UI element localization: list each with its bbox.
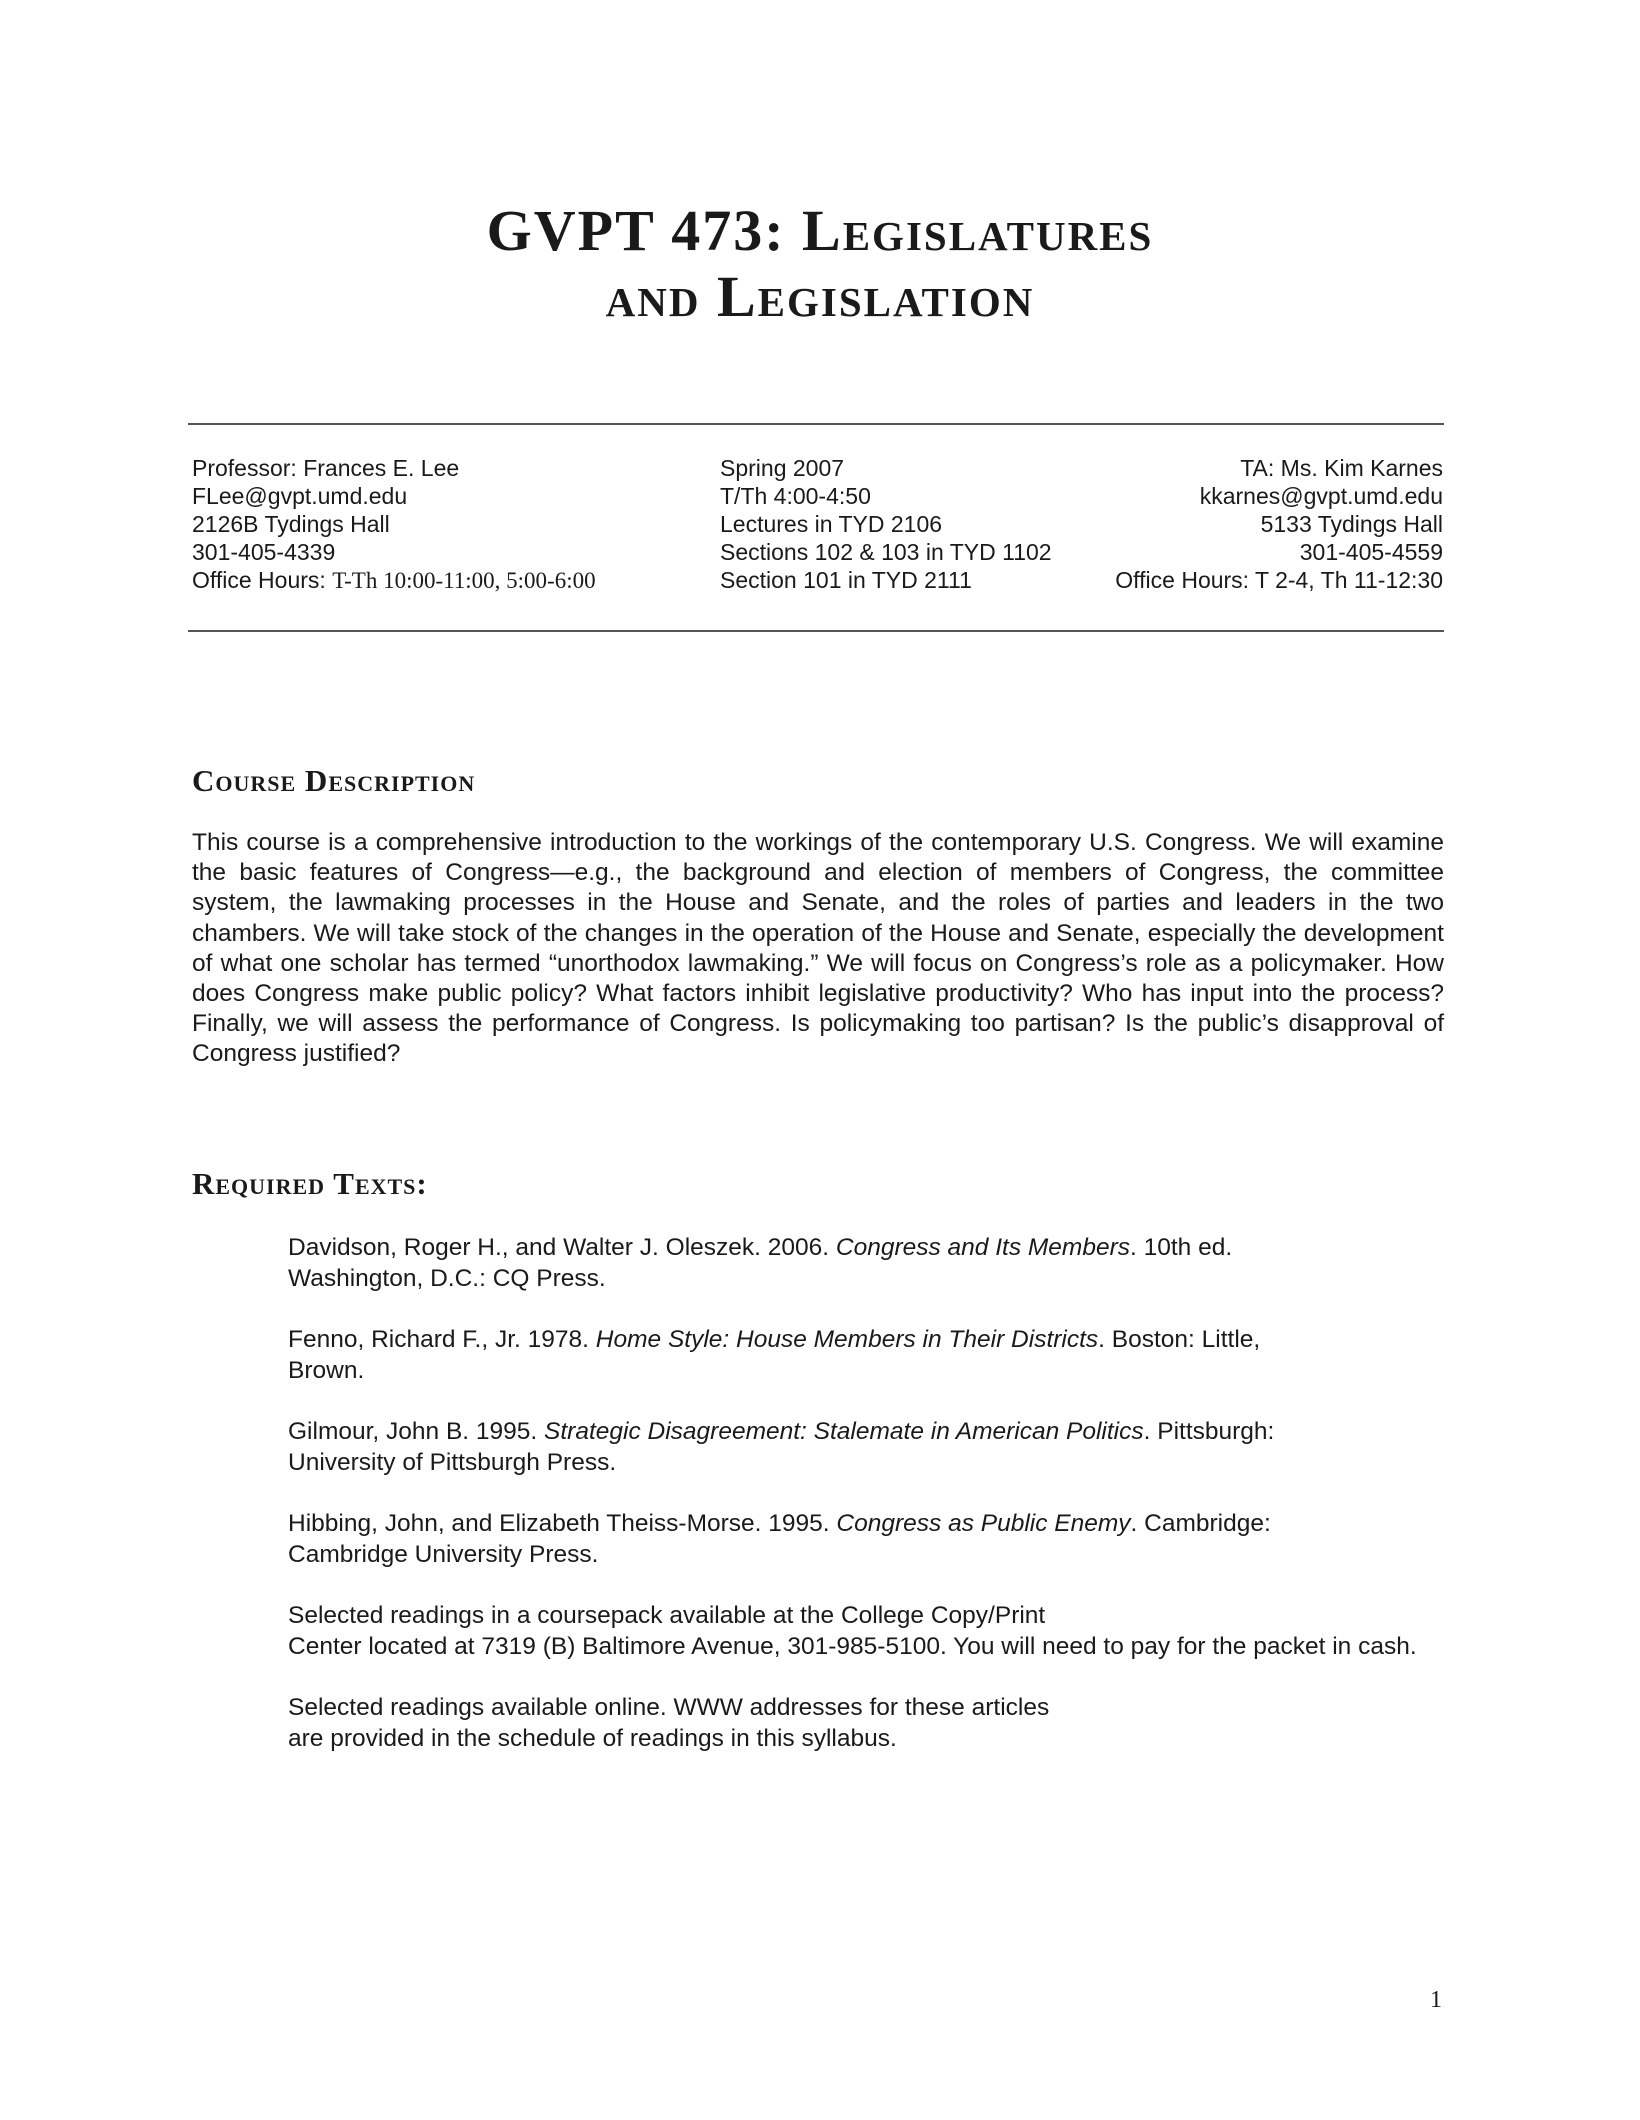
document-title-line-1: GVPT 473: Legislatures [486,198,1154,263]
document-title-line-2: and Legislation [605,264,1035,329]
ta-office-hours: Office Hours: T 2-4, Th 11-12:30 [1115,567,1443,593]
reference-title: Home Style: House Members in Their Districts [595,1326,1099,1353]
ta-email: kkarnes@gvpt.umd.edu [1199,483,1443,509]
top-divider [188,423,1444,425]
course-info [720,454,1052,594]
professor-office-hours [192,566,596,595]
reference-item: Selected readings available online. WWW addresses for these articles are provided in the schedule of readings in this syllabus. [288,1694,1050,1752]
ta-office: 5133 Tydings Hall [1260,511,1443,537]
reference-title: Strategic Disagreement: Stalemate in American Politics [544,1418,1144,1445]
course-sections-b: Section 101 in TYD 2111 [720,567,972,593]
reference-item: Gilmour, John B. 1995. Strategic Disagreement: Stalemate in American Politics. Pittsburgh: University of Pittsburgh Press. [288,1418,1275,1476]
course-description-text: This course is a comprehensive introduction to the workings of the contemporary U.S. Congress. We will examine the basic features of Congress—e.g., the background and election of members of Congress, the committee system, the lawmaking processes in the House and Senate, and the roles of parties and leaders in the two chambers. We will take stock of the changes in the operation of the House and Senate, especially the development of what one scholar has termed “unorthodox lawmaking.” We will focus on Congress’s role as a policymaker. How does Congress make public policy? What factors inhibit legislative productivity? Who has input into the process? Finally, we will assess the performance of Congress. Is policymaking too partisan? Is the public’s disapproval of Congress justified? [192,829,1444,1068]
course-description-heading: Course Description [192,763,476,798]
professor-email: FLee@gvpt.umd.edu [192,483,408,509]
professor-phone: 301-405-4339 [192,539,336,565]
course-sections-a: Sections 102 & 103 in TYD 1102 [720,539,1052,565]
reference-item: Hibbing, John, and Elizabeth Theiss-Morse. 1995. Congress as Public Enemy. Cambridge: Cambridge University Press. [288,1510,1271,1568]
reference-title: Congress as Public Enemy [836,1510,1131,1537]
office-hours-value: T-Th 10:00-11:00, 5:00-6:00 [332,568,596,593]
course-term: Spring 2007 [720,455,845,481]
ta-name: TA: Ms. Kim Karnes [1240,455,1443,481]
ta-info [1115,454,1443,594]
page-number: 1 [1430,1987,1442,2013]
professor-office: 2126B Tydings Hall [192,511,390,537]
bottom-divider [188,630,1444,632]
course-time: T/Th 4:00-4:50 [720,483,871,509]
reference-item: Selected readings in a coursepack available at the College Copy/Print Center located at 7319 (B) Baltimore Avenue, 301-985-5100. You will need to pay for the packet in cash. [288,1602,1417,1660]
course-lectures: Lectures in TYD 2106 [720,511,943,537]
reference-item: Davidson, Roger H., and Walter J. Oleszek. 2006. Congress and Its Members. 10th ed. Washington, D.C.: CQ Press. [288,1234,1233,1292]
office-hours-label: Office Hours: [192,567,333,593]
professor-name: Professor: Frances E. Lee [192,455,460,481]
required-texts-list [288,1233,1418,1785]
ta-phone: 301-405-4559 [1299,539,1443,565]
reference-item: Fenno, Richard F., Jr. 1978. Home Style: House Members in Their Districts. Boston: Little, Brown. [288,1326,1261,1384]
reference-title: Congress and Its Members [835,1234,1130,1261]
professor-info [192,454,596,595]
required-texts-heading: Required Texts: [192,1166,428,1201]
